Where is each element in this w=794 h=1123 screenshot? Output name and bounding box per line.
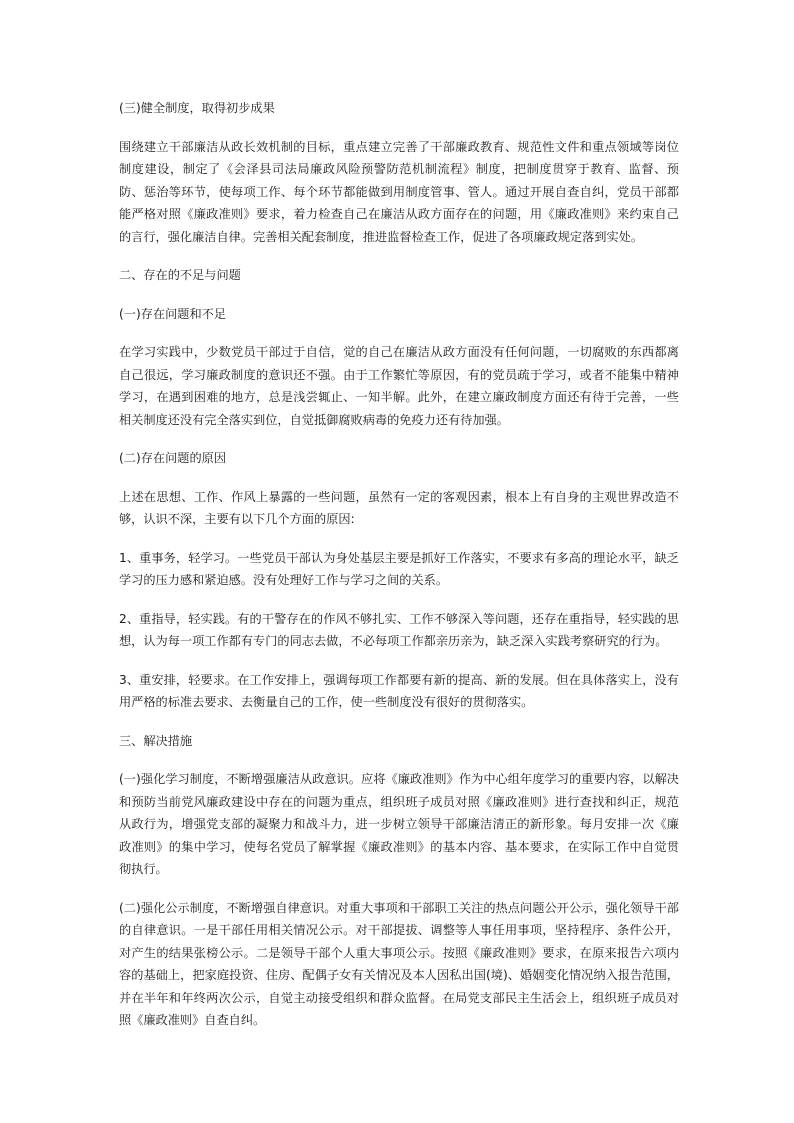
paragraph-system-building: 围绕建立干部廉洁从政长效机制的目标，重点建立完善了干部廉政教育、规范性文件和重点领域等岗位制度建设，制定了《会泽县司法局廉政风险预警防范机制流程》制度，把制度贯穿于教育、监督、预防、惩治等环节，使每项工作、每个环节都能做到用制度管事、管人。通过开展自查自纠，党员干部都能严格对照《廉政准则》要求，着力检查自己在廉洁从政方面存在的问题，用《廉政准则》来约束自己的言行，强化廉洁自律。完善相关配套制度，推进监督检查工作，促进了各项廉政规定落到实处。: [119, 139, 679, 244]
document-page: [119, 97, 679, 1032]
paragraph-cause-1: 1、重事务，轻学习。一些党员干部认为身处基层主要是抓好工作落实，不要求有多高的理论水平，缺乏学习的压力感和紧迫感。没有处理好工作与学习之间的关系。: [119, 550, 679, 587]
paragraph-cause-3: 3、重安排，轻要求。在工作安排上，强调每项工作都要有新的提高、新的发展。但在具体落实上，没有用严格的标准去要求、去衡量自己的工作，使一些制度没有很好的贯彻落实。: [119, 672, 679, 709]
paragraph-cause-2: 2、重指导，轻实践。有的干警存在的作风不够扎实、工作不够深入等问题，还存在重指导，轻实践的思想，认为每一项工作都有专门的同志去做，不必每项工作都亲历亲为，缺乏深入实践考察研究的行为。: [119, 611, 679, 648]
paragraph-solution-1: (一)强化学习制度，不断增强廉洁从政意识。应将《廉政准则》作为中心组年度学习的重要内容，以解决和预防当前党风廉政建设中存在的问题为重点，组织班子成员对照《廉政准则》进行查找和纠正，规范从政行为，增强党支部的凝聚力和战斗力，进一步树立领导干部廉洁清正的新形象。每月安排一次《廉政准则》的集中学习，使每名党员了解掌握《廉政准则》的基本内容、基本要求，在实际工作中自觉贯彻执行。: [119, 772, 679, 876]
subsection-heading-causes: (二)存在问题的原因: [119, 451, 227, 465]
section-heading-solutions: 三、解决措施: [119, 733, 193, 748]
paragraph-causes-intro: 上述在思想、工作、作风上暴露的一些问题，虽然有一定的客观因素，根本上有自身的主观世界改造不够，认识不深，主要有以下几个方面的原因:: [119, 489, 679, 526]
section-heading-3: (三)健全制度，取得初步成果: [119, 101, 275, 115]
subsection-heading-problems: (一)存在问题和不足: [119, 306, 227, 321]
paragraph-problems: 在学习实践中，少数党员干部过于自信，觉的自己在廉洁从政方面没有任何问题，一切腐败的东西都离自己很远，学习廉政制度的意识还不强。由于工作繁忙等原因，有的党员疏于学习，或者不能集中精神学习，在遇到困难的地方，总是浅尝辄止、一知半解。此外，在建立廉政制度方面还有待于完善，一些相关制度还没有完全落实到位，自觉抵御腐败病毒的免疫力还有待加强。: [119, 345, 679, 427]
section-heading-problems: 二、存在的不足与问题: [119, 268, 241, 282]
paragraph-solution-2: (二)强化公示制度，不断增强自律意识。对重大事项和干部职工关注的热点问题公开公示，强化领导干部的自律意识。一是干部任用相关情况公示。对干部提拔、调整等人事任用事项，坚持程序、条件公开，对产生的结果张榜公示。二是领导干部个人重大事项公示。按照《廉政准则》要求，在原来报告六项内容的基础上，把家庭投资、住房、配偶子女有关情况及本人因私出国(境)、婚姻变化情况纳入报告范围，并在半年和年终两次公示，自觉主动接受组织和群众监督。在局党支部民主生活会上，组织班子成员对照《廉政准则》自查自纠。: [119, 900, 679, 1027]
